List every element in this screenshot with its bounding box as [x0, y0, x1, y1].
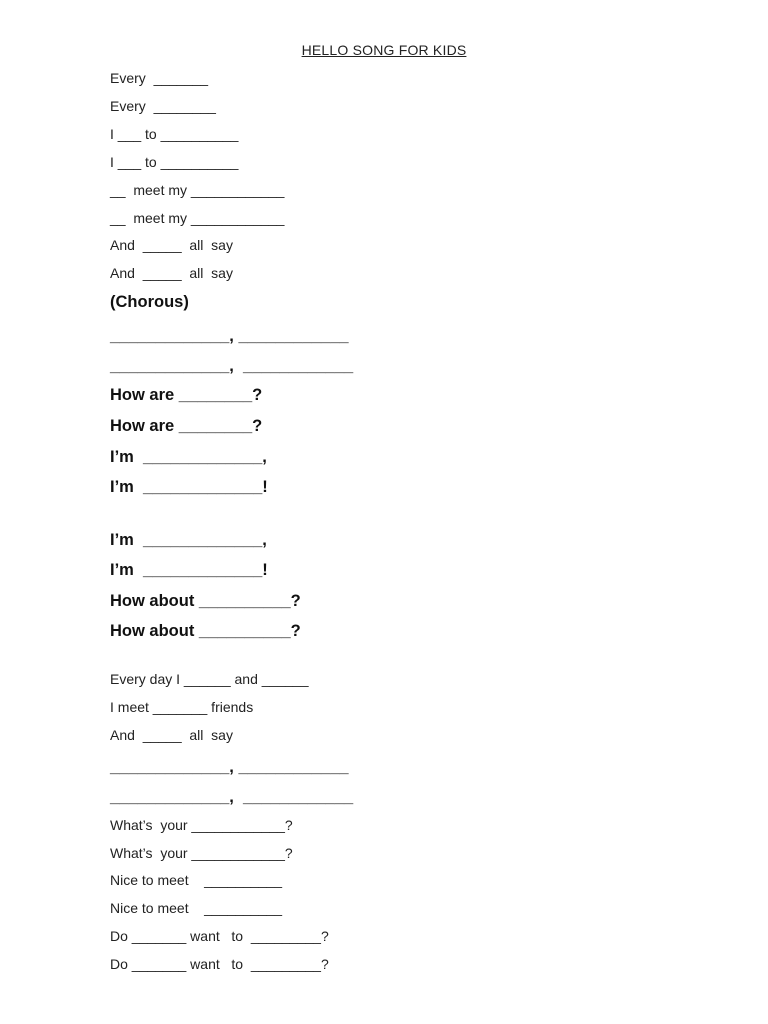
verse1-line-1: Every _______	[110, 70, 209, 86]
verse2-end-line-6: Do _______ want to _________?	[110, 956, 329, 972]
verse1-line-5: __ meet my ____________	[110, 182, 285, 198]
verse2-end-line-4: Nice to meet __________	[110, 900, 283, 916]
chorus-line-1: _____________, ____________	[110, 327, 349, 345]
verse2-bold-line-2: _____________, ____________	[110, 788, 354, 806]
verse1-line-4: I ___ to __________	[110, 154, 239, 170]
chorus-line-8: I’m _____________!	[110, 561, 268, 579]
verse2-end-line-5: Do _______ want to _________?	[110, 928, 329, 944]
verse2-bold-line-1: _____________, ____________	[110, 758, 349, 776]
chorus-heading: (Chorous)	[110, 293, 189, 311]
verse1-line-3: I ___ to __________	[110, 126, 239, 142]
verse2-end-line-3: Nice to meet __________	[110, 872, 283, 888]
chorus-line-7: I’m _____________,	[110, 531, 267, 549]
verse2-line-1: Every day I ______ and ______	[110, 671, 309, 687]
worksheet-title: HELLO SONG FOR KIDS	[301, 42, 467, 58]
verse2-line-3: And _____ all say	[110, 727, 233, 743]
chorus-line-10: How about __________?	[110, 622, 301, 640]
chorus-line-6: I’m _____________!	[110, 478, 268, 496]
verse1-line-7: And _____ all say	[110, 237, 233, 253]
chorus-line-3: How are ________?	[110, 386, 263, 404]
verse1-line-2: Every ________	[110, 98, 216, 114]
verse2-end-line-1: What’s your ____________?	[110, 817, 293, 833]
chorus-line-9: How about __________?	[110, 592, 301, 610]
chorus-line-4: How are ________?	[110, 417, 263, 435]
verse2-line-2: I meet _______ friends	[110, 699, 254, 715]
chorus-line-2: _____________, ____________	[110, 357, 354, 375]
verse1-line-8: And _____ all say	[110, 265, 233, 281]
verse2-end-line-2: What’s your ____________?	[110, 845, 293, 861]
verse1-line-6: __ meet my ____________	[110, 210, 285, 226]
chorus-line-5: I’m _____________,	[110, 448, 267, 466]
